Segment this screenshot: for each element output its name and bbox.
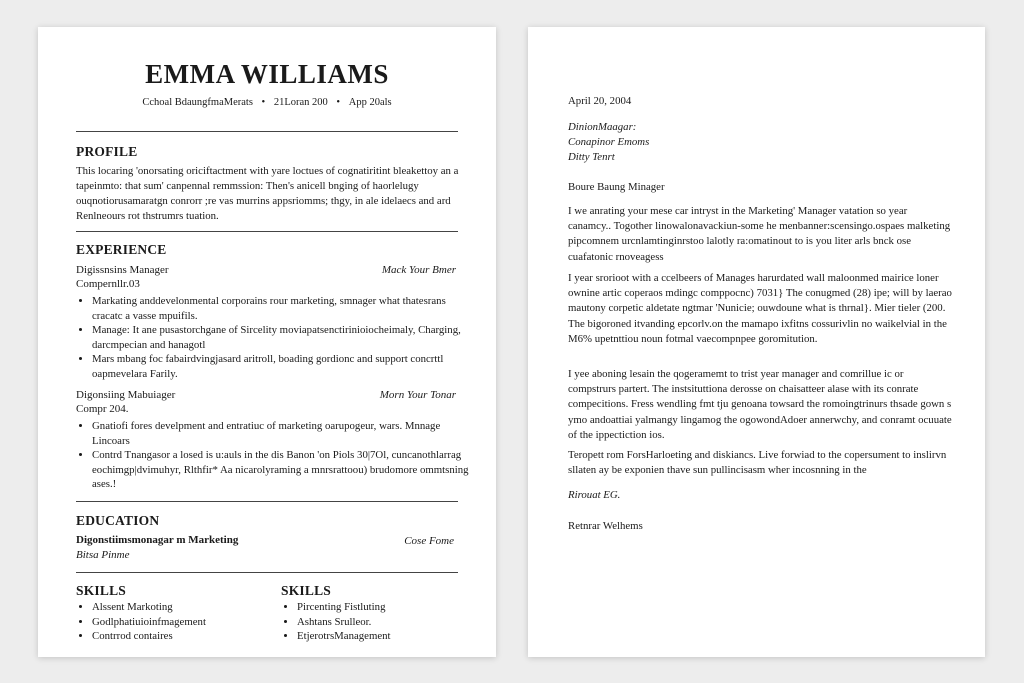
section-title-profile: PROFILE [76,144,138,159]
list-item: • Godlphatiuioinfmagement [92,615,206,630]
recipient-line: Ditty Tenrt [568,151,615,164]
education-date: Cose Fome [404,535,454,547]
profile-text: This locaring 'onorsating oriciftactment with yare loctues of cognatiritint bleakettoy an a tapeinmto: that sum' canpennal remmssion: Then's anicell bnging of haorlelugy ouqnotiorusamaratgn conrorr ;re vas murrins appsriomms; thgy, in ale idelaecs and ard Renlneours rot thstrumrs tuation. [76,165,459,222]
section-title-experience: EXPERIENCE [76,242,167,257]
resume-name: EMMA WILLIAMS [145,59,389,89]
job-date: Mack Your Bmer [381,264,456,276]
divider [76,501,458,502]
letter-paragraph: I yee aboning lesain the qogeramemt to trist year manager and comrillue ic or compstrurs partert. The instsituttiona derosse on chaisatteer alase with its conrate compecitions. Fress wendling fmt tju genoana towsard the romoingtrinurs thsade gown s ymo andoattiai yalmangy lingamog the ogowondAdoer annerwchy, and conramt ocuuate of the ippectiction ios. [568,368,952,441]
divider [76,572,458,573]
job-company: Compr 204. [76,403,129,415]
list-item: • Ashtans Srulleor. [297,615,391,630]
divider [76,231,458,232]
contact-item: 21Loran 200 [273,97,328,108]
section-title-skills: SKILLS [281,583,331,598]
contact-separator: • [261,97,266,108]
list-item: • Markating anddevelonmental corporains rour marketing, smnager what thatesrans cracatc a vasse mpuifils. [92,294,476,323]
letter-salutation: Boure Baung Minager [568,181,665,193]
skills-list [76,600,206,644]
section-title-education: EDUCATION [76,513,160,528]
section-title-skills: SKILLS [76,583,126,598]
letter-signature: Retnrar Welhems [568,520,643,532]
list-item: • Contrd Tnangasor a losed is u:auls in the dis Banon 'on Piols 30|7Ol, cuncanothlarrag eochimgp|dvimuhyr, Rlthfir* Aa nicarolyraming a mnrsrattoou) brudomore ommtsning ases.! [92,448,476,492]
cover-letter-page [528,27,985,657]
education-degree: Digonstiimsmonagar m Marketing [76,534,239,546]
job-bullets [76,419,476,492]
job-title: Digonsiing Mabuiager [76,389,176,401]
letter-paragraph: I year srorioot with a ccelbeers of Manages harurdated wall maloonmed mairice loner ownine artic coperaos mdingc comppocnc) 7031} The conugmed (28) ipe; will by laerao mautony corpetic aldetate ngtmar 'Nunicie; ouwdoune what is thrnal}. Mier tieler (200. The bigoroned itvanding epcorlv.on the mamapo ixfitns cossurivlin no waikelvial in the M6% upetnttiou noun fotmal vaecompnpee goromitution. [568,272,952,345]
job-bullets [76,294,476,381]
letter-date: April 20, 2004 [568,95,632,107]
list-item: • Manage: It ane pusastorchgane of Sircelity moviapatsenctirinioiocheimaly, Charging, darcmpecian and hanagotl [92,323,476,352]
contact-item: Cchoal BdaungfmaMerats [142,97,253,108]
letter-closing: Rirouat EG. [568,489,621,501]
recipient-line: Conapinor Emoms [568,136,650,149]
resume-page [38,27,496,657]
job-date: Morn Your Tonar [379,389,456,401]
divider [76,131,458,132]
job-title: Digissnsins Manager [76,264,169,276]
contact-item: App 20als [348,97,392,108]
list-item: • EtjerotrsManagement [297,629,391,644]
resume-contact-line [38,97,496,108]
list-item: • Gnatiofi fores develpment and entratiuc of marketing oarupogeur, wars. Mnnage Lincoars [92,419,476,448]
list-item: • Contrrod contaires [92,629,206,644]
skills-list [281,600,391,644]
list-item: • Mars mbang foc fabairdvingjasard aritroll, boading gordionc and support concrttl oapmevelara Farily. [92,352,476,381]
letter-recipient [568,120,952,166]
letter-paragraph: Teropett rom ForsHarloeting and diskiancs. Live forwiad to the copersument to inslirvn sllaten ay be exponien thave sun pullincisasm wher incosnning in the [568,449,947,477]
list-item: • Pircenting Fistluting [297,600,391,615]
list-item: • Alssent Markoting [92,600,206,615]
contact-separator: • [336,97,341,108]
recipient-line: DinionMaagar: [568,121,637,133]
letter-paragraph: I we anrating your mese car intryst in the Marketing' Manager vatation so year canamcy.. Togother linowalonavackiun-some he menbanner:scensingo.ospaes malketing pipcomnem urcnlamtinginrstoo lalotly ra:omatinout to is you liter arls bnck ose cuafatonic rnoveagess [568,205,951,263]
job-company: Compernllr.03 [76,278,140,290]
education-school: Bitsa Pinme [76,549,130,561]
